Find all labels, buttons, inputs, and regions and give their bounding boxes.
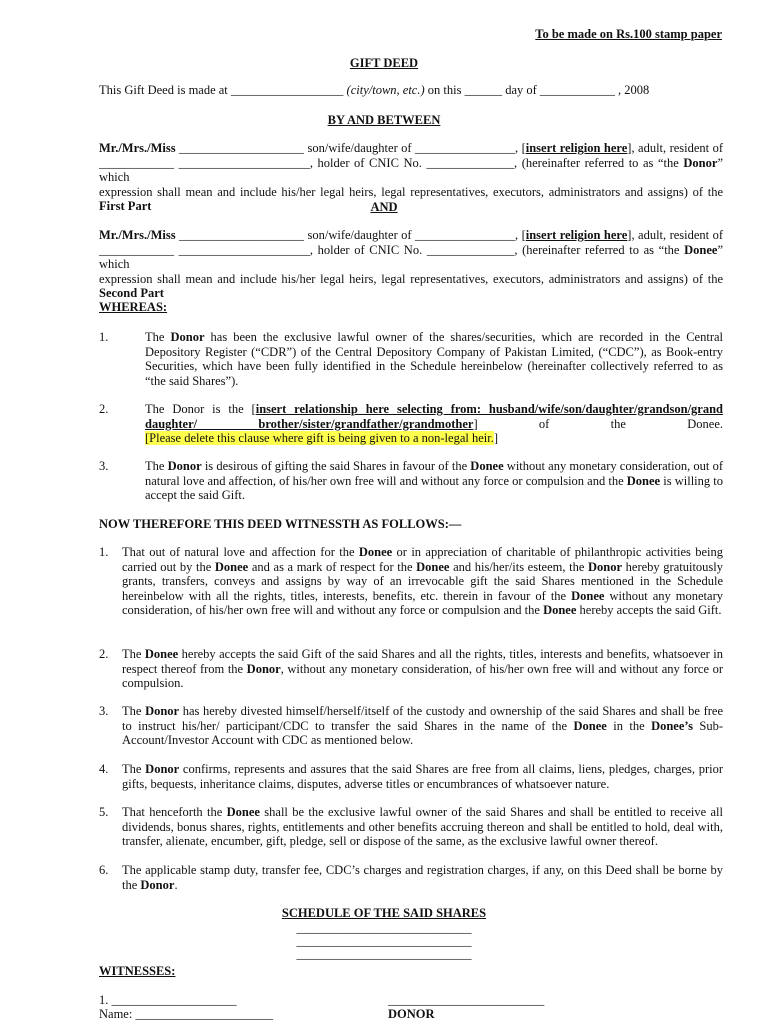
relationship-placeholder: insert relationship here selecting from: husband/wife/son/daughter/grandson/grand daughter/ brother/sister/grandfather/grandmother [145, 402, 723, 431]
stamp-paper-note: To be made on Rs.100 stamp paper [535, 27, 722, 41]
clause-3 [122, 704, 723, 748]
clause-6 [122, 863, 723, 892]
term: Donee’s [651, 718, 693, 733]
clause-number: 5. [99, 805, 109, 819]
second-party-part: Second Part [99, 286, 164, 300]
text: shall be the exclusive lawful owner of the said Shares and shall be entitled to receive all dividends, bonus shares, rights, entitlements and other benefits accruing thereon and shall be entitled to hold, deal with, transfer, alienate, encumber, gift, pledge, sell or dispose of the same, as the exclusive lawful owner thereof. [122, 805, 724, 848]
term: Donor [140, 877, 175, 892]
term: Donee [214, 559, 249, 574]
whereas-clause-2 [145, 402, 723, 446]
first-party-part: First Part [99, 199, 152, 213]
second-party-role: Donee [684, 242, 718, 257]
document-title: GIFT DEED [349, 56, 419, 70]
text: hereby gratuitously grants, transfers, conveys and assigns by way of an irrevocable gift the said Shares mentioned in the Schedule hereinbelow with all the rights, titles, interests, benefits, etc. therein in favour of the [122, 559, 724, 603]
first-party-religion: insert religion here [525, 141, 628, 155]
schedule-line: ____________________________ [296, 921, 472, 935]
second-party-line2: ____________ _____________________, holder of CNIC No. ______________, (hereinafter referred to as “the [99, 242, 685, 257]
text: is desirous of gifting the said Shares in favour of the [201, 459, 471, 473]
intro-place-hint: (city/town, etc.) [346, 83, 425, 97]
text: has hereby divested himself/herself/itself of the custody and ownership of the said Shares and shall be free to instruct his/her/ participant/CDC to transfer the said Shares in the name of the [122, 704, 724, 733]
first-party-line2: ____________ _____________________, holder of CNIC No. ______________, (hereinafter referred to as “the [99, 155, 684, 170]
text: Sub-Account/Investor Account with CDC as mentioned below. [122, 718, 723, 747]
text: That out of natural love and affection for the [122, 545, 359, 559]
text: or in appreciation of charitable of philanthropic activities being carried out by the [122, 545, 723, 574]
first-party-line3: expression shall mean and include his/her legal heirs, legal representatives, executors, administrators and assigns) of the [99, 184, 723, 199]
whereas-clause-3 [145, 459, 723, 503]
text: The Donor is the [ [145, 402, 256, 416]
intro-line [99, 83, 649, 98]
first-party-role: Donor [683, 155, 718, 170]
text: hereby accepts the said Gift of the said Shares and all the rights, titles, interests and benefits, whatsoever in respect thereof from the [122, 647, 724, 676]
term: Donor [170, 330, 205, 344]
text: confirms, represents and assures that the said Shares are free from all claims, liens, pledges, charges, prior gifts, bequests, inheritance claims, disputes, adverse titles or encumbrances of whatsoever nature. [122, 762, 724, 791]
text: ] [493, 431, 499, 445]
now-therefore-heading: NOW THEREFORE THIS DEED WITNESSTH AS FOLLOWS:— [99, 517, 462, 531]
term: Donor [145, 762, 180, 776]
term: Donor [246, 661, 281, 676]
clause-number: 1. [99, 545, 109, 559]
donor-signature-line: _________________________ [388, 993, 545, 1007]
term: Donee [543, 603, 577, 617]
clause-number: 2. [99, 647, 109, 661]
intro-date: on this ______ day of ____________ , 2008 [427, 83, 650, 97]
whereas-heading: WHEREAS: [99, 300, 168, 314]
second-party-line3: expression shall mean and include his/her legal heirs, legal representatives, executors, administrators and assigns) of the [99, 271, 723, 286]
clause-number: 3. [99, 704, 109, 718]
intro-place: This Gift Deed is made at __________________ [99, 83, 344, 97]
witness-1-line: 1. ____________________ [99, 993, 237, 1007]
term: Donee [226, 805, 260, 819]
term: Donee [626, 473, 661, 488]
donor-label: DONOR [388, 1007, 435, 1021]
text: and his/her/its esteem, the [449, 559, 589, 574]
term: Donee [144, 647, 179, 661]
clause-4 [122, 762, 723, 791]
whereas-number: 3. [99, 459, 109, 473]
whereas-number: 2. [99, 402, 109, 416]
text: in the [606, 718, 652, 733]
text: . [174, 877, 178, 892]
text: That henceforth the [122, 805, 227, 819]
text: and as a mark of respect for the [248, 559, 417, 574]
second-party-block [99, 228, 723, 301]
second-party-line1-end: ], adult, resident of [627, 228, 723, 242]
witnesses-heading: WITNESSES: [99, 964, 176, 978]
second-party-line2-end: ” which [99, 242, 723, 271]
text: The applicable stamp duty, transfer fee, CDC’s charges and registration charges, if any, on this Deed shall be borne by the [122, 863, 723, 892]
text: The [145, 330, 171, 344]
term: Donee [416, 559, 450, 574]
text: ] of the Donee. [473, 416, 723, 431]
and-heading: AND [370, 200, 398, 214]
term: Donor [588, 559, 623, 574]
whereas-clause-1 [145, 330, 723, 388]
text: without any monetary consideration, of his/her own free will and without any force or compulsion and the [122, 588, 723, 617]
clause-number: 4. [99, 762, 109, 776]
text: hereby accepts the said Gift. [576, 603, 722, 617]
term: Donee [358, 545, 393, 559]
text: , without any monetary consideration, of his/her own free will and without any force or compulsion. [122, 661, 724, 690]
highlighted-instruction: [Please delete this clause where gift is being given to a non-legal heir. [145, 431, 494, 445]
clause-1 [122, 545, 723, 618]
clause-2 [122, 647, 723, 691]
text: is willing to accept the said Gift. [145, 473, 723, 502]
text: has been the exclusive lawful owner of the shares/securities, which are recorded in the Central Depository Register (“CDR”) of the Central Depository Company of Pakistan Limited, (“CDC”), as Book-entry Securities, which have been fully identified in the Schedule hereinbelow (hereinafter collectively referred to as “the said Shares”). [145, 330, 723, 388]
term: Donee [571, 588, 605, 603]
schedule-lines [0, 922, 768, 961]
first-party-line1: ____________________ son/wife/daughter of ________________, [ [179, 141, 526, 155]
first-party-line2-end: ” which [99, 155, 723, 184]
second-party-title: Mr./Mrs./Miss [99, 228, 176, 242]
schedule-line: ____________________________ [296, 947, 472, 961]
witness-name-line: Name: ______________________ [99, 1007, 273, 1021]
second-party-line1: ____________________ son/wife/daughter of ________________, [ [179, 228, 526, 242]
text: The [122, 704, 146, 718]
second-party-religion: insert religion here [525, 228, 628, 242]
term: Donor [145, 704, 180, 718]
by-and-between-heading: BY AND BETWEEN [327, 113, 441, 127]
text: The [122, 762, 146, 776]
clause-5 [122, 805, 723, 849]
text: The [122, 647, 145, 661]
first-party-title: Mr./Mrs./Miss [99, 141, 176, 155]
term: Donor [167, 459, 202, 473]
first-party-line1-end: ], adult, resident of [627, 141, 723, 155]
schedule-line: ____________________________ [296, 934, 472, 948]
text: The [145, 459, 168, 473]
whereas-number: 1. [99, 330, 109, 344]
schedule-heading: SCHEDULE OF THE SAID SHARES [281, 906, 487, 920]
clause-number: 6. [99, 863, 109, 877]
term: Donee [470, 459, 504, 473]
text: without any monetary consideration, out of natural love and affection, of his/her own free will and without any force or compulsion and the [145, 459, 723, 488]
term: Donee [573, 718, 607, 733]
